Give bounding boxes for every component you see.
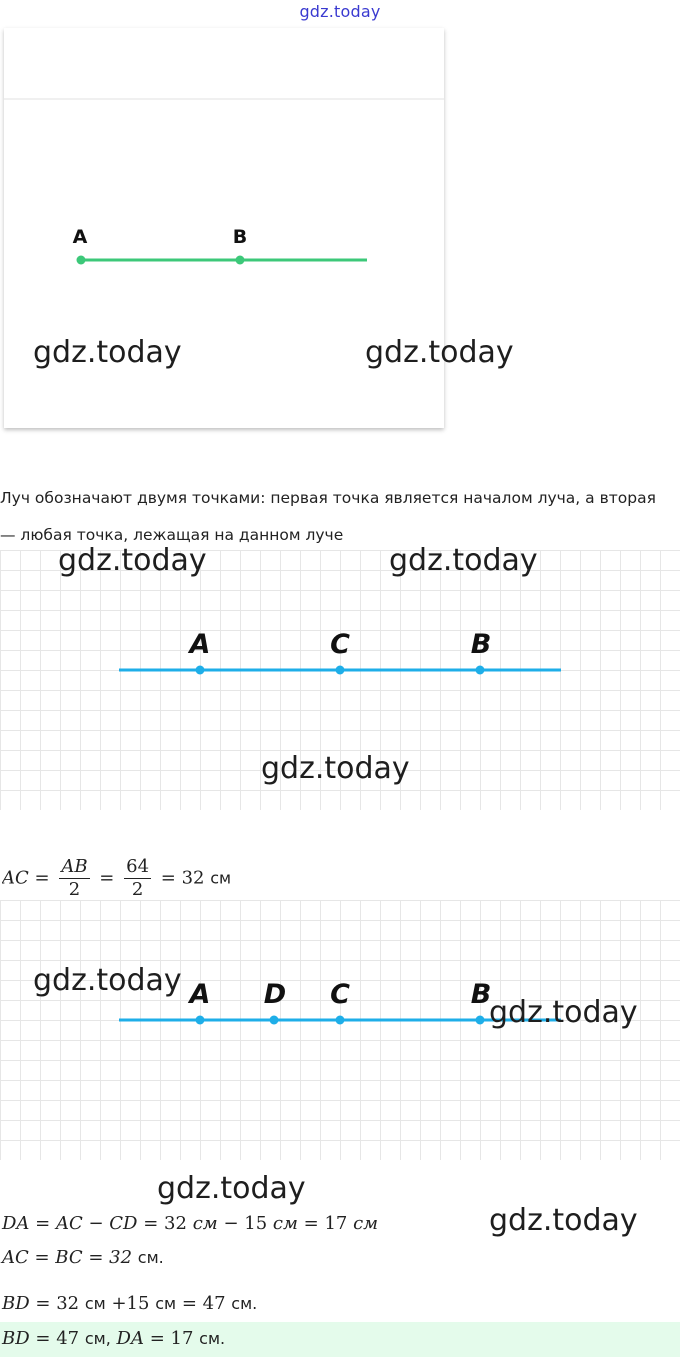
site-watermark: gdz.today (299, 2, 381, 21)
point-b-dot (236, 256, 245, 265)
point-c-dot (336, 666, 345, 675)
watermark: gdz.today (489, 1203, 638, 1238)
formula-ac: AC = $\frac{AB}{2}$ = $\frac{64}{2}$ = 32 см (2, 856, 232, 900)
point-a-label: A (189, 629, 211, 660)
watermark: gdz.today (33, 335, 182, 370)
formula-lhs: AC (2, 867, 29, 889)
figure3-diagram (0, 900, 680, 1160)
point-d-dot (270, 1016, 279, 1025)
figure1-diagram (0, 0, 460, 440)
point-a-label: A (189, 979, 211, 1010)
watermark: gdz.today (389, 543, 538, 578)
watermark: gdz.today (157, 1171, 306, 1206)
watermark: gdz.today (489, 995, 638, 1030)
point-a-dot (196, 666, 205, 675)
point-b-dot (476, 666, 485, 675)
point-b-label: B (470, 629, 492, 660)
point-a-label: A (72, 226, 88, 248)
watermark: gdz.today (58, 543, 207, 578)
point-c-label: C (330, 629, 350, 660)
explanation-line-1: Луч обозначают двумя точками: первая точка является началом луча, а вторая (0, 489, 656, 507)
point-c-label: C (330, 979, 350, 1010)
watermark: gdz.today (33, 963, 182, 998)
solution-line-ac: AC = BC = 32 см. (2, 1247, 164, 1268)
point-b-dot (476, 1016, 485, 1025)
point-d-label: D (263, 979, 287, 1010)
solution-line-bd: BD = 32 см +15 см = 47 см. (2, 1293, 258, 1314)
point-a-dot (196, 1016, 205, 1025)
point-c-dot (336, 1016, 345, 1025)
watermark: gdz.today (365, 335, 514, 370)
explanation-line-2: — любая точка, лежащая на данном луче (0, 526, 344, 544)
point-b-label: B (232, 226, 248, 248)
point-b-label: B (470, 979, 492, 1010)
solution-line-da: DA = AC − CD = 32 см − 15 см = 17 см (2, 1213, 379, 1234)
answer-line: BD = 47 см, DA = 17 см. (2, 1328, 226, 1349)
watermark: gdz.today (261, 751, 410, 786)
fraction-ab-2: $\frac{AB}{2}$ (61, 856, 88, 900)
fraction-64-2: $\frac{64}{2}$ (126, 856, 150, 900)
point-a-dot (77, 256, 86, 265)
